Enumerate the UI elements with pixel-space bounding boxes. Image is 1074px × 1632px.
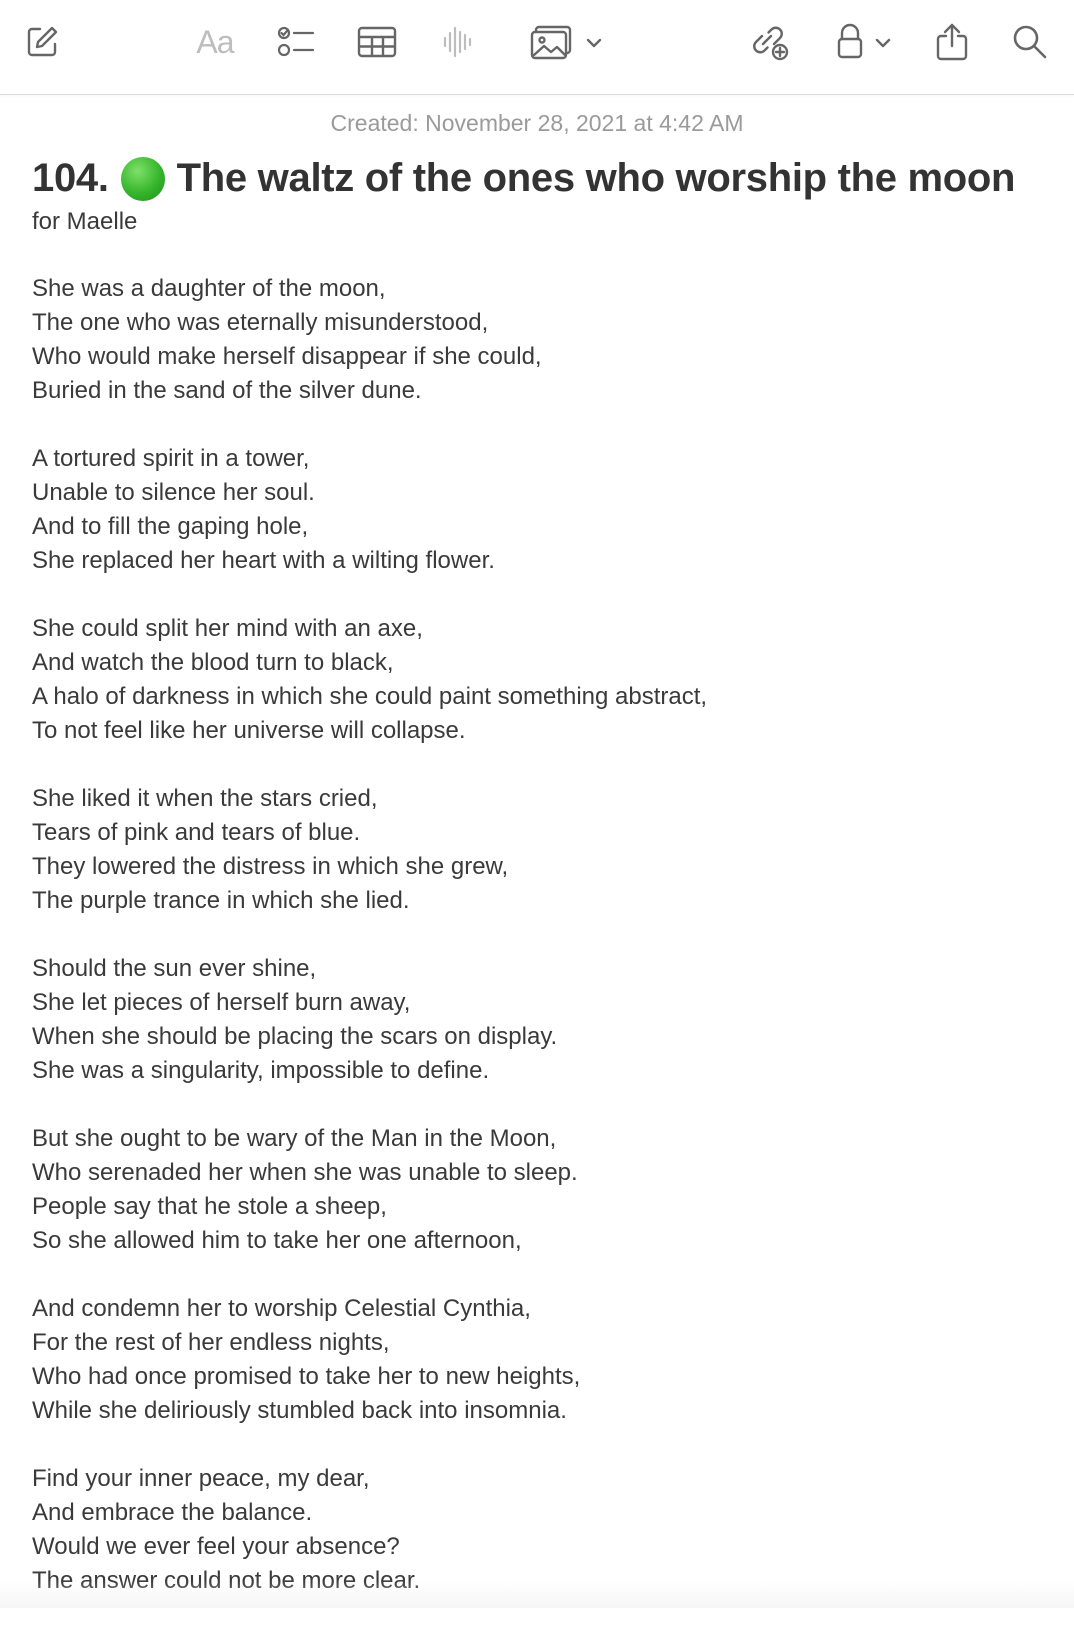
poem-line: For the rest of her endless nights, (32, 1326, 1054, 1360)
poem-stanza (32, 782, 1054, 918)
poem-stanza (32, 1122, 1054, 1258)
poem-line: A tortured spirit in a tower, (32, 442, 1054, 476)
poem-line: She replaced her heart with a wilting flower. (32, 544, 1054, 578)
format-text-icon[interactable] (190, 22, 240, 62)
poem-line: Who serenaded her when she was unable to sleep. (32, 1156, 1054, 1190)
poem-line: Should the sun ever shine, (32, 952, 1054, 986)
poem-line: She was a daughter of the moon, (32, 272, 1054, 306)
note-subtitle[interactable]: for Maelle (32, 208, 137, 236)
poem-line: People say that he stole a sheep, (32, 1190, 1054, 1224)
poem-stanza (32, 952, 1054, 1088)
poem-stanza (32, 442, 1054, 578)
poem-line: To not feel like her universe will collapse. (32, 714, 1054, 748)
note-title[interactable] (32, 156, 1015, 201)
table-icon[interactable] (356, 22, 398, 62)
poem-line: The one who was eternally misunderstood, (32, 306, 1054, 340)
poem-line: A halo of darkness in which she could paint something abstract, (32, 680, 1054, 714)
poem-line: The answer could not be more clear. (32, 1564, 1054, 1598)
poem-line: Buried in the sand of the silver dune. (32, 374, 1054, 408)
poem-line: She let pieces of herself burn away, (32, 986, 1054, 1020)
poem-line: Find your inner peace, my dear, (32, 1462, 1054, 1496)
format-text-label: Aa (196, 24, 233, 61)
green-circle-emoji-icon (121, 157, 165, 201)
note-title-text: The waltz of the ones who worship the moon (177, 156, 1016, 201)
poem-line: Would we ever feel your absence? (32, 1530, 1054, 1564)
note-body[interactable] (32, 272, 1054, 1632)
checklist-icon[interactable] (276, 22, 316, 62)
poem-stanza (32, 1292, 1054, 1428)
poem-line: The purple trance in which she lied. (32, 884, 1054, 918)
poem-line: They lowered the distress in which she grew, (32, 850, 1054, 884)
poem-line: So she allowed him to take her one afternoon, (32, 1224, 1054, 1258)
poem-line: While she deliriously stumbled back into insomnia. (32, 1394, 1054, 1428)
share-icon[interactable] (934, 22, 970, 62)
collaborate-add-icon[interactable] (748, 22, 790, 62)
poem-line: And to fill the gaping hole, (32, 510, 1054, 544)
note-toolbar (0, 0, 1074, 95)
search-icon[interactable] (1010, 22, 1050, 62)
poem-stanza (32, 1462, 1054, 1598)
poem-line: Who would make herself disappear if she could, (32, 340, 1054, 374)
poem-stanza (32, 612, 1054, 748)
poem-line: And condemn her to worship Celestial Cynthia, (32, 1292, 1054, 1326)
photo-media-icon[interactable] (530, 22, 606, 62)
poem-line: And watch the blood turn to black, (32, 646, 1054, 680)
poem-stanza (32, 272, 1054, 408)
poem-line: Who had once promised to take her to new heights, (32, 1360, 1054, 1394)
poem-line: When she should be placing the scars on display. (32, 1020, 1054, 1054)
poem-line: She liked it when the stars cried, (32, 782, 1054, 816)
poem-line: She could split her mind with an axe, (32, 612, 1054, 646)
compose-icon[interactable] (22, 22, 62, 62)
lock-icon[interactable] (834, 22, 894, 62)
poem-line: Tears of pink and tears of blue. (32, 816, 1054, 850)
bottom-fade (0, 1580, 1074, 1608)
note-title-number: 104. (32, 156, 109, 201)
poem-line: And embrace the balance. (32, 1496, 1054, 1530)
poem-line: Unable to silence her soul. (32, 476, 1054, 510)
note-created-timestamp: Created: November 28, 2021 at 4:42 AM (0, 110, 1074, 137)
audio-waveform-icon[interactable] (440, 22, 476, 62)
poem-line: She was a singularity, impossible to define. (32, 1054, 1054, 1088)
poem-line: But she ought to be wary of the Man in the Moon, (32, 1122, 1054, 1156)
